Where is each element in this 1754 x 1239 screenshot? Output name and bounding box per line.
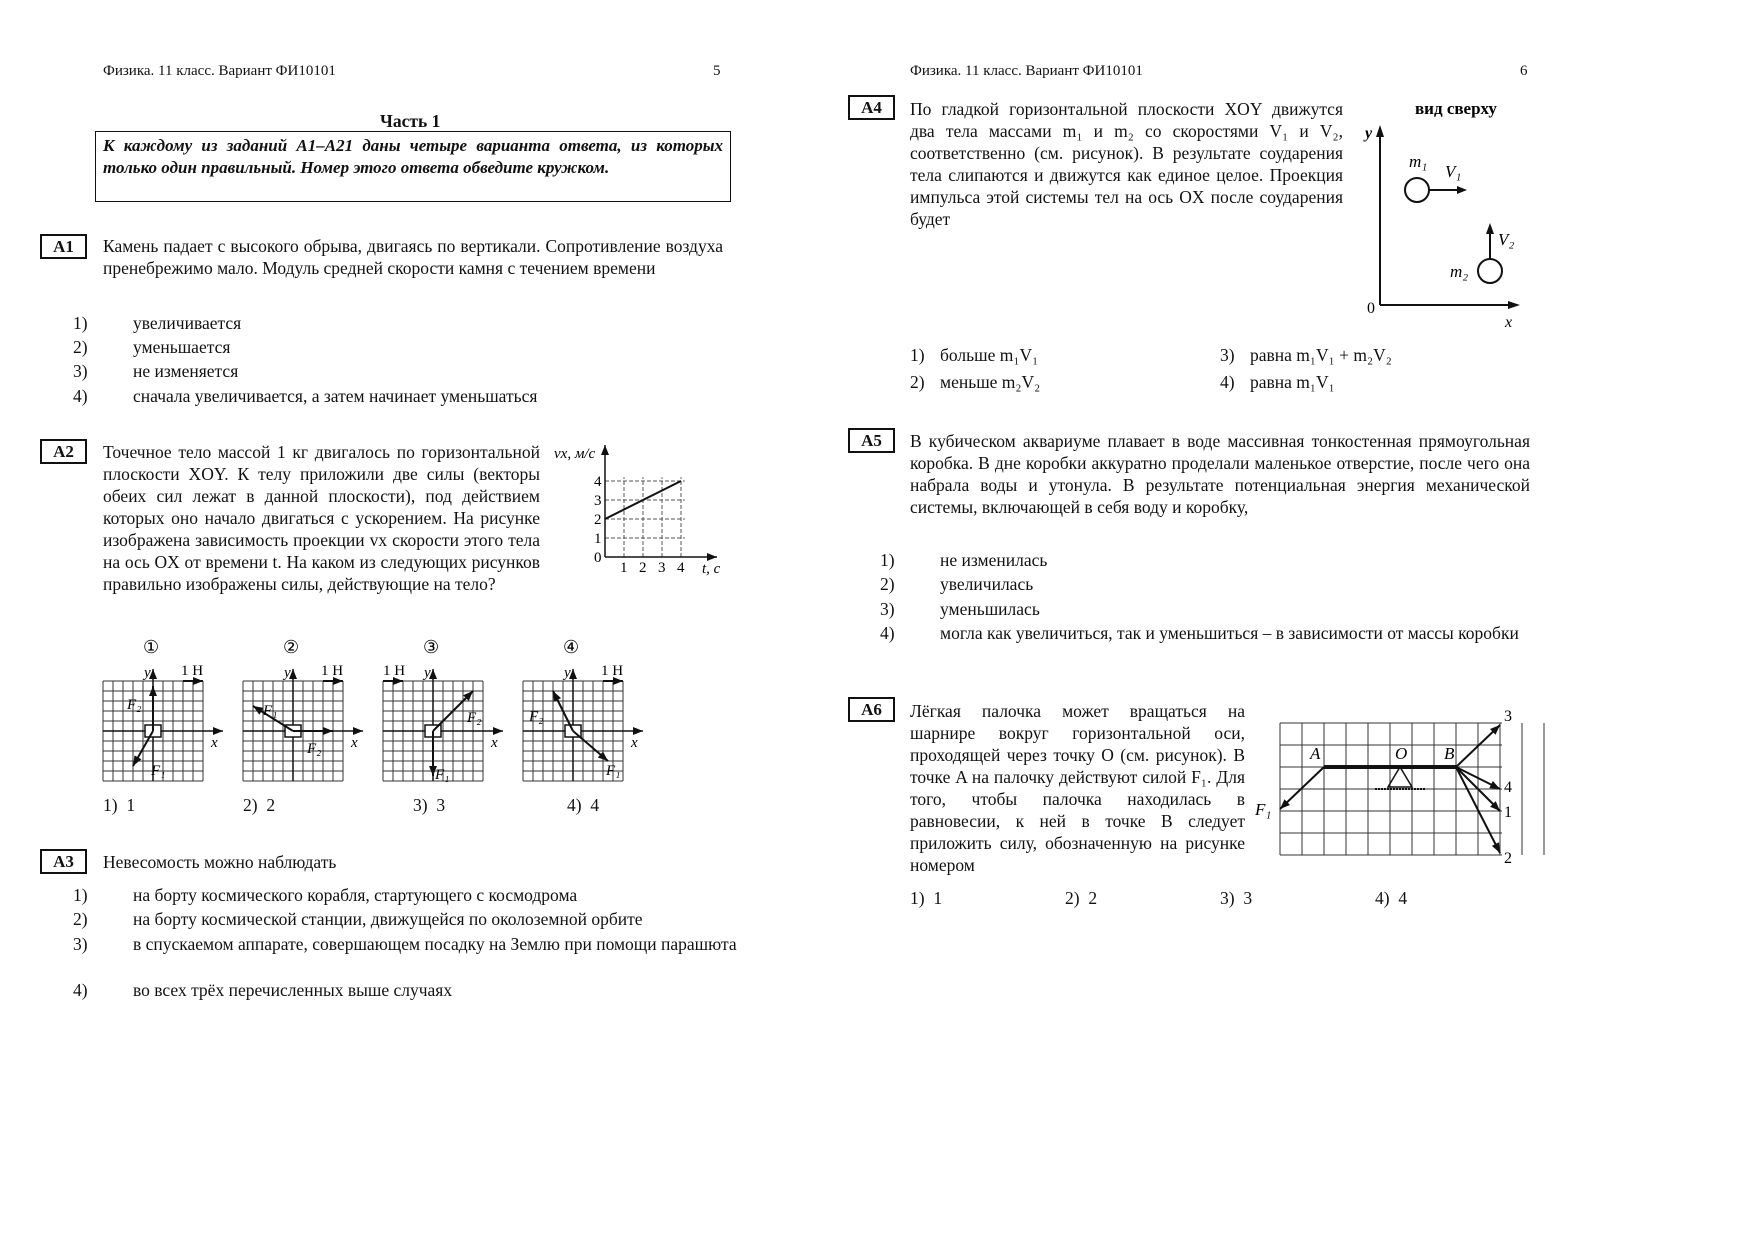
option-a5-1[interactable]: 1) не изменилась — [880, 550, 1048, 570]
page-header-right: Физика. 11 класс. Вариант ФИ10101 — [910, 63, 1143, 79]
x-tick-label: 3 — [658, 560, 666, 576]
answer-a2-1[interactable]: 1) 1 — [103, 795, 136, 815]
answer-a6-4[interactable]: 4) 4 — [1375, 888, 1408, 908]
figure-number: ④ — [563, 637, 580, 657]
arrow-4-label: 4 — [1504, 779, 1512, 796]
x-arrowhead-icon — [1508, 301, 1520, 309]
option-a3-3[interactable]: 3) в спускаемом аппарате, совершающем посадку на Землю при помощи парашюта — [73, 934, 737, 954]
graph-xlabel: t, c — [702, 561, 721, 577]
graph-x-axis-arrowhead-icon — [707, 553, 717, 561]
y-label: y — [144, 665, 151, 681]
point-a-label: A — [1310, 744, 1321, 763]
question-label-a3: А3 — [40, 849, 87, 874]
page-number-right: 6 — [1520, 63, 1528, 79]
question-text-a2: Точечное тело массой 1 кг двигалось по горизонтальной плоскости XOY. К телу приложили две силы (векторы обеих сил лежат в данной плоскости), под действием которых оно начало двигаться с ускорением. На рисунке изображена зависимость проекции vx скорости этого тела на ось OX от времени t. На каком из следующих рисунков правильно изображены силы, действующие на тело? — [103, 442, 540, 594]
page-header: Физика. 11 класс. Вариант ФИ10101 — [103, 63, 336, 79]
page-number: 5 — [713, 63, 721, 79]
part-title: Часть 1 — [380, 111, 441, 131]
question-text-a3: Невесомость можно наблюдать — [103, 852, 337, 872]
answer-a2-4[interactable]: 4) 4 — [567, 795, 600, 815]
unit-label: 1 Н — [383, 663, 406, 679]
m1-label: m₁ — [1409, 152, 1428, 171]
force-figure-2 — [240, 633, 370, 793]
option-a4-1[interactable]: 1) больше m₁V₁ — [910, 345, 1039, 365]
force-figure-4 — [520, 633, 650, 793]
x-tick-label: 2 — [639, 560, 647, 576]
question-text-a6: Лёгкая палочка может вращаться на шарнире вокруг горизонтальной оси, проходящей через точку O (см. рисунок). В точке A на палочку действуют силой F₁. Для того, чтобы палочка находилась в равновесии, к ней в точке B следует приложить силу, обозначенную на рисунке номером — [910, 701, 1245, 875]
question-label-a1: А1 — [40, 234, 87, 259]
x-axis-arrowhead-icon — [353, 727, 363, 735]
option-a5-3[interactable]: 3) уменьшилась — [880, 599, 1040, 619]
arrow-1-label: 1 — [1504, 804, 1512, 821]
force-4-vector-arrowhead-icon — [1489, 781, 1500, 789]
f1-label: F₁ — [151, 763, 166, 779]
y-tick-label: 0 — [594, 550, 602, 566]
option-a1-4[interactable]: 4) сначала увеличивается, а затем начинает уменьшаться — [73, 386, 538, 406]
question-label-a6: А6 — [848, 697, 895, 722]
x-label: x — [211, 735, 218, 751]
y-arrowhead-icon — [1376, 125, 1384, 137]
v1-label: V₁ — [1445, 162, 1462, 181]
velocity-graph — [550, 440, 730, 580]
option-a4-2[interactable]: 2) меньше m₂V₂ — [910, 372, 1041, 392]
y-tick-label: 4 — [594, 474, 602, 490]
option-a4-4[interactable]: 4) равна m₁V₁ — [1220, 372, 1335, 392]
figure-number: ② — [283, 637, 300, 657]
y-tick-label: 1 — [594, 531, 602, 547]
x-tick-label: 1 — [620, 560, 628, 576]
v2-label: V₂ — [1498, 230, 1515, 249]
f1-label: F₁ — [1255, 800, 1272, 819]
v1-arrowhead-icon — [1457, 186, 1467, 194]
force-figure-3 — [380, 633, 510, 793]
arrow-3-label: 3 — [1504, 708, 1512, 725]
y-label: y — [564, 665, 571, 681]
f2-label: F₂ — [127, 697, 142, 713]
answer-a6-2[interactable]: 2) 2 — [1065, 888, 1098, 908]
arrow-2-label: 2 — [1504, 850, 1512, 867]
force-figure-1 — [100, 633, 230, 793]
option-a1-2[interactable]: 2) уменьшается — [73, 337, 231, 357]
force-2-vector-arrowhead-icon — [1492, 842, 1500, 853]
v2-arrowhead-icon — [1486, 223, 1494, 234]
option-a4-3[interactable]: 3) равна m₁V₁ + m₂V₂ — [1220, 345, 1392, 365]
question-label-a4: А4 — [848, 95, 895, 120]
graph-y-axis-arrowhead-icon — [601, 445, 609, 455]
figure-number: ③ — [423, 637, 440, 657]
f2-label: F₂ — [307, 741, 322, 757]
x-tick-label: 4 — [677, 560, 685, 576]
m2-label: m₂ — [1450, 262, 1469, 281]
origin-label: 0 — [1367, 300, 1375, 317]
unit-label: 1 Н — [601, 663, 624, 679]
option-a5-4[interactable]: 4) могла как увеличиться, так и уменьшиться – в зависимости от массы коробки — [880, 623, 1519, 643]
option-a1-3[interactable]: 3) не изменяется — [73, 361, 239, 381]
point-b-label: B — [1444, 744, 1455, 763]
x-axis-arrowhead-icon — [493, 727, 503, 735]
y-label: y — [284, 665, 291, 681]
question-text-a1: Камень падает с высокого обрыва, двигаясь по вертикали. Сопротивление воздуха пренебрежимо мало. Модуль средней скорости камня с течением времени — [103, 236, 723, 278]
f1-label: F₁ — [263, 703, 278, 719]
x-axis-arrowhead-icon — [213, 727, 223, 735]
question-label-a5: А5 — [848, 428, 895, 453]
x-label: x — [491, 735, 498, 751]
point-o-label: O — [1395, 744, 1408, 763]
body-m2 — [1478, 259, 1502, 283]
option-a1-1[interactable]: 1) увеличивается — [73, 313, 242, 333]
f1-label: F₁ — [606, 763, 621, 779]
a4-figure — [1355, 95, 1530, 335]
body-m1 — [1405, 178, 1429, 202]
hinge-icon — [1388, 767, 1412, 787]
answer-a6-1[interactable]: 1) 1 — [910, 888, 943, 908]
force-f2-vector-arrowhead-icon — [553, 691, 561, 702]
option-a3-4[interactable]: 4) во всех трёх перечисленных выше случаях — [73, 980, 453, 1000]
y-tick-label: 3 — [594, 493, 602, 509]
option-a3-1[interactable]: 1) на борту космического корабля, стартующего с космодрома — [73, 885, 578, 905]
f2-label: F₂ — [467, 710, 482, 726]
f2-label: F₂ — [529, 709, 544, 725]
y-label: y — [1365, 125, 1373, 142]
force-f1-vector-arrowhead-icon — [253, 706, 264, 715]
graph-ylabel: vx, м/с — [554, 446, 596, 462]
f1-label: F₁ — [435, 767, 450, 783]
x-label: x — [351, 735, 358, 751]
answer-a6-3[interactable]: 3) 3 — [1220, 888, 1253, 908]
answer-a2-3[interactable]: 3) 3 — [413, 795, 446, 815]
unit-label: 1 Н — [321, 663, 344, 679]
y-label: y — [424, 665, 431, 681]
question-text-a5: В кубическом аквариуме плавает в воде массивная тонкостенная прямоугольная коробка. В дне коробки аккуратно проделали маленькое отверстие, после чего она набрала воды и утонула. В результате потенциальная энергия механической системы, включающей в себя воду и коробку, — [910, 431, 1530, 517]
figure-caption: вид сверху — [1415, 99, 1497, 118]
option-a3-2[interactable]: 2) на борту космической станции, движущейся по околоземной орбите — [73, 909, 643, 929]
x-axis-arrowhead-icon — [633, 727, 643, 735]
instructions-box: К каждому из заданий А1–А21 даны четыре варианта ответа, из которых только один правильный. Номер этого ответа обведите кружком. — [95, 131, 731, 202]
question-label-a2: А2 — [40, 439, 87, 464]
figure-number: ① — [143, 637, 160, 657]
y-tick-label: 2 — [594, 512, 602, 528]
option-a5-2[interactable]: 2) увеличилась — [880, 574, 1034, 594]
force-f2-vector-arrowhead-icon — [323, 727, 333, 735]
unit-label: 1 Н — [181, 663, 204, 679]
question-text-a4: По гладкой горизонтальной плоскости XOY движутся два тела массами m₁ и m₂ со скоростями V₁ и V₂, соответственно (см. рисунок). В результате соударения тела слипаются и движутся как единое целое. Проекция импульса этой системы тел на ось OX после соударения будет — [910, 99, 1343, 229]
x-label: x — [1505, 314, 1513, 331]
lever-figure — [1255, 695, 1535, 867]
answer-a2-2[interactable]: 2) 2 — [243, 795, 276, 815]
x-label: x — [631, 735, 638, 751]
